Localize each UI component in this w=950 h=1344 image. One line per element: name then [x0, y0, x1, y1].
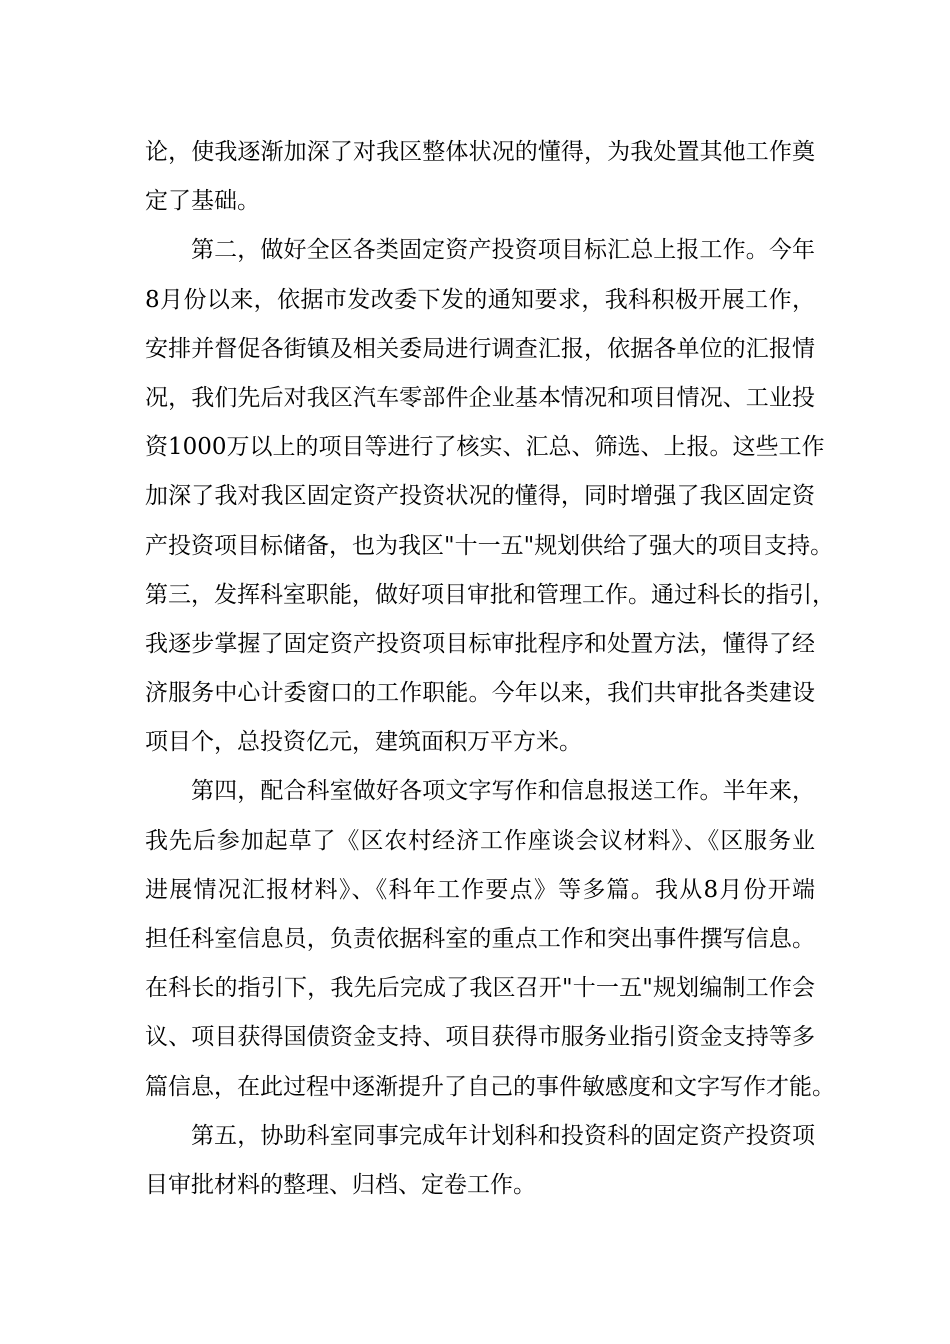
paragraph-start-line: 第二，做好全区各类固定资产投资项目标汇总上报工作。今年 [191, 237, 815, 264]
text-line: 8月份以来，依据市发改委下发的通知要求，我科积极开展工作， [145, 286, 815, 313]
text-line: 论，使我逐渐加深了对我区整体状况的懂得，为我处置其他工作奠 [145, 139, 815, 165]
text-line: 第三，发挥科室职能，做好项目审批和管理工作。通过科长的指引， [145, 581, 835, 608]
text-line: 加深了我对我区固定资产投资状况的懂得，同时增强了我区固定资 [145, 483, 815, 510]
document-body [145, 128, 835, 1210]
text-line: 产投资项目标储备，也为我区"十一五"规划供给了强大的项目支持。 [145, 532, 834, 559]
paragraph-start-line: 第五，协助科室同事完成年计划科和投资科的固定资产投资项 [191, 1122, 815, 1149]
text-line: 议、项目获得国债资金支持、项目获得市服务业指引资金支持等多 [145, 1024, 815, 1051]
paragraph-start-line: 第四，配合科室做好各项文字写作和信息报送工作。半年来， [191, 778, 815, 805]
text-line: 济服务中心计委窗口的工作职能。今年以来，我们共审批各类建设 [145, 680, 815, 707]
text-line: 担任科室信息员，负责依据科室的重点工作和突出事件撰写信息。 [145, 926, 815, 952]
text-line: 我逐步掌握了固定资产投资项目标审批程序和处置方法，懂得了经 [145, 630, 815, 657]
text-line: 项目个，总投资亿元，建筑面积万平方米。 [145, 729, 582, 756]
text-line: 安排并督促各街镇及相关委局进行调查汇报，依据各单位的汇报情 [145, 335, 815, 362]
text-line: 目审批材料的整理、归档、定卷工作。 [145, 1171, 536, 1198]
text-line: 定了基础。 [145, 188, 260, 215]
text-line: 我先后参加起草了《区农村经济工作座谈会议材料》、《区服务业 [145, 827, 815, 854]
text-line: 进展情况汇报材料》、《科年工作要点》等多篇。我从8月份开端 [145, 876, 815, 903]
text-line: 资1000万以上的项目等进行了核实、汇总、筛选、上报。这些工作 [145, 434, 825, 461]
text-line: 在科长的指引下，我先后完成了我区召开"十一五"规划编制工作会 [145, 975, 815, 1002]
text-line: 况，我们先后对我区汽车零部件企业基本情况和项目情况、工业投 [145, 384, 815, 411]
text-line: 篇信息，在此过程中逐渐提升了自己的事件敏感度和文字写作才能。 [145, 1073, 835, 1100]
